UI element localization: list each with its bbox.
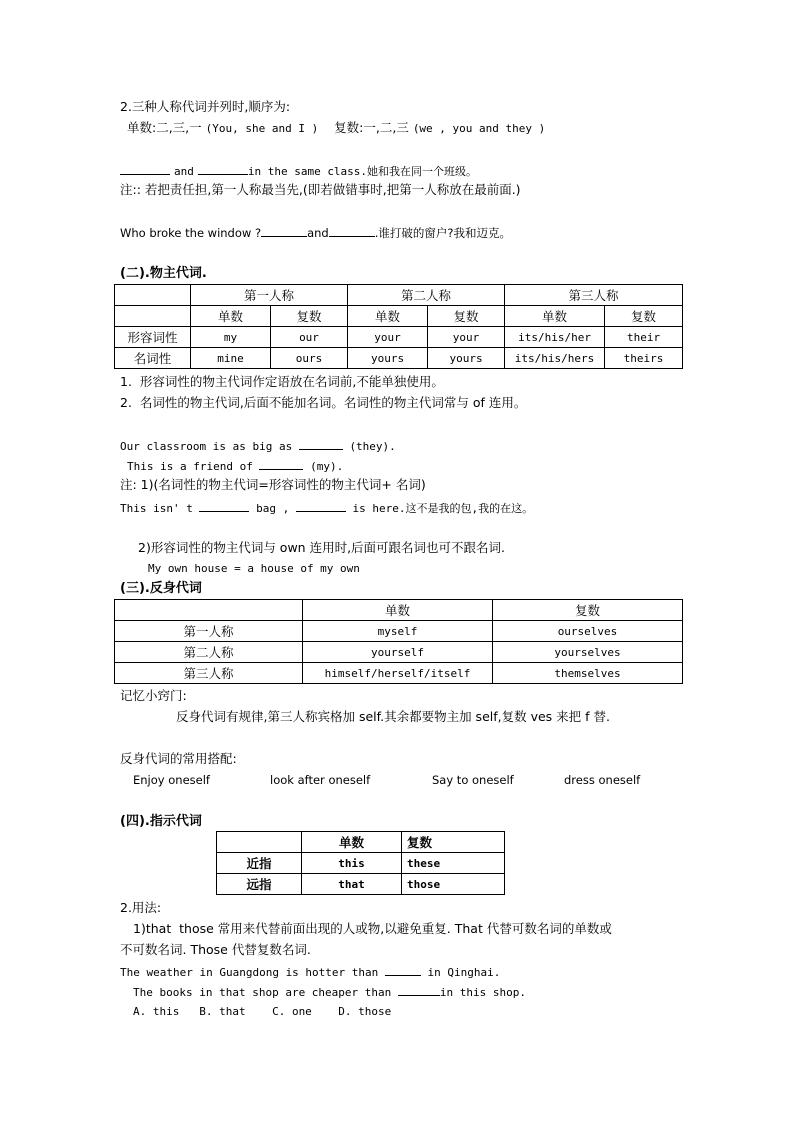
singular-order: 单数:二,三,一 — [127, 120, 202, 135]
exercise-books: The books in that shop are cheaper than in this shop. — [133, 983, 526, 1001]
memory-tip: 反身代词有规律,第三人称宾格加 self.其余都要物主加 self,复数 ves 来把 f 替. — [176, 709, 610, 724]
row-label: 远指 — [217, 874, 302, 895]
possessive-note-2: 2. 名词性的物主代词,后面不能加名词。名词性的物主代词常与 of 连用。 — [120, 395, 527, 410]
possessive-pronoun-heading: (二).物主代词. — [120, 266, 207, 281]
plural-order: 复数:一,二,三 — [334, 120, 409, 135]
demonstrative-rule-1: 1)that those 常用来代替前面出现的人或物,以避免重复. That 代替可数名词的单数或 — [133, 921, 612, 936]
group-first-person: 第一人称 — [191, 285, 348, 306]
table-row: 近指 this these — [217, 853, 505, 874]
table-row: 单数 复数 — [115, 600, 683, 621]
blank-10 — [398, 983, 440, 996]
table-row: 远指 that those — [217, 874, 505, 895]
order-rule-line — [127, 120, 545, 137]
table-row: 第一人称 myself ourselves — [115, 621, 683, 642]
demonstrative-rule-2: 不可数名词. Those 代替复数名词. — [120, 942, 311, 957]
row-label: 近指 — [217, 853, 302, 874]
usage-title: 2.用法: — [120, 900, 162, 915]
reflexive-usage-1: Enjoy oneself — [133, 773, 210, 787]
blank-8 — [296, 499, 346, 512]
reflexive-usage-2: look after oneself — [270, 773, 371, 787]
table-row: 第二人称 yourself yourselves — [115, 642, 683, 663]
own-house-example: My own house = a house of my own — [148, 562, 360, 575]
singular-example: (You, she and I ) — [205, 122, 319, 135]
demonstrative-pronoun-heading: (四).指示代词 — [120, 814, 202, 829]
exercise-classroom: Our classroom is as big as (they). — [120, 437, 396, 455]
answer-options: A. this B. that C. one D. those — [133, 1005, 392, 1018]
demonstrative-pronoun-table — [216, 831, 505, 895]
blank-1 — [120, 162, 170, 175]
blank-4 — [329, 224, 375, 237]
reflexive-usage-3: Say to oneself — [432, 773, 514, 787]
exercise-friend: This is a friend of (my). — [127, 457, 343, 475]
reflexive-pronoun-table — [114, 599, 683, 684]
table-row: 单数 复数 单数 复数 单数 复数 — [115, 306, 683, 327]
blank-6 — [259, 457, 303, 470]
table-row — [115, 285, 683, 306]
reflexive-pronoun-heading: (三).反身代词 — [120, 581, 202, 596]
possessive-pronoun-table — [114, 284, 683, 369]
table-row: 名词性 mine ours yours yours its/his/hers theirs — [115, 348, 683, 369]
possessive-note-3: 注: 1)(名词性的物主代词=形容词性的物主代词+ 名词) — [120, 477, 426, 492]
blank-2 — [198, 162, 248, 175]
reflexive-usage-title: 反身代词的常用搭配: — [120, 751, 237, 766]
row-label: 第二人称 — [115, 642, 303, 663]
table-row: 第三人称 himself/herself/itself themselves — [115, 663, 683, 684]
plural-example: (we , you and they ) — [412, 122, 546, 135]
memory-tip-title: 记忆小窍门: — [120, 688, 187, 703]
exercise-same-class: and in the same class.她和我在同一个班级。 — [120, 162, 477, 180]
row-label: 第三人称 — [115, 663, 303, 684]
group-second-person: 第二人称 — [348, 285, 505, 306]
exercise-weather: The weather in Guangdong is hotter than in Qinghai. — [120, 963, 500, 981]
row-label: 形容词性 — [115, 327, 191, 348]
blank-3 — [261, 224, 307, 237]
blank-9 — [385, 963, 421, 976]
item-2-title: 2.三种人称代词并列时,顺序为: — [120, 99, 291, 114]
row-label: 名词性 — [115, 348, 191, 369]
row-label: 第一人称 — [115, 621, 303, 642]
blank-7 — [199, 499, 249, 512]
exercise-window: Who broke the window ? and .谁打破的窗户?我和迈克。 — [120, 226, 511, 240]
table-row: 形容词性 my our your your its/his/her their — [115, 327, 683, 348]
responsibility-note: 注:: 若把责任担,第一人称最当先,(即若做错事时,把第一人称放在最前面.) — [120, 182, 521, 197]
exercise-bag: This isn' t bag , is here.这不是我的包,我的在这。 — [120, 499, 533, 517]
possessive-note-4: 2)形容词性的物主代词与 own 连用时,后面可跟名词也可不跟名词. — [138, 540, 506, 555]
blank-5 — [299, 437, 343, 450]
table-row: 单数 复数 — [217, 832, 505, 853]
reflexive-usage-4: dress oneself — [564, 773, 641, 787]
group-third-person: 第三人称 — [505, 285, 683, 306]
possessive-note-1: 1. 形容词性的物主代词作定语放在名词前,不能单独使用。 — [120, 374, 444, 389]
